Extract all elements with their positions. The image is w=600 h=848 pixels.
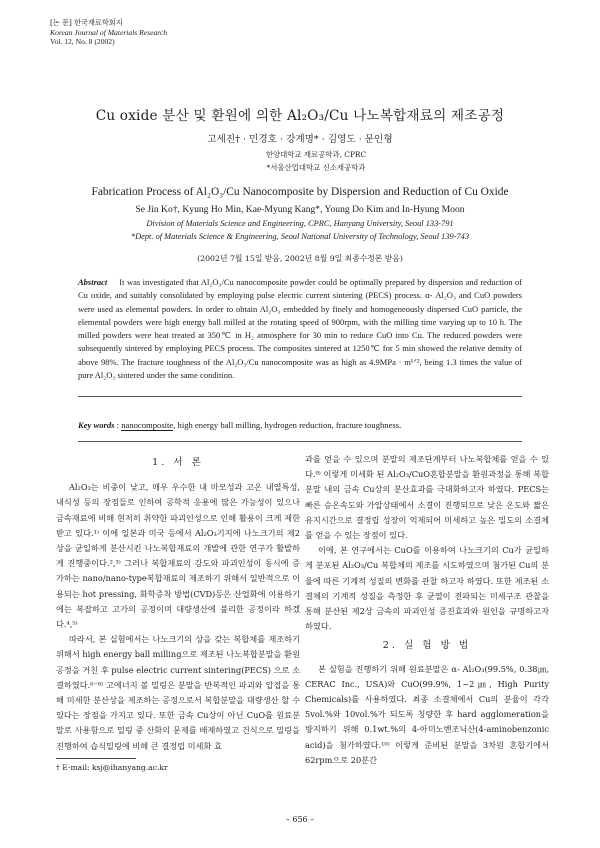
affiliation-ko-1: 한양대학교 재료공학과, CPRC [265,150,367,159]
body-paragraph: 본 실험을 진행하기 위해 원료분말은 α- Al₂O₃(99.5%, 0.38㎛, CERAC Inc., USA)와 CuO(99.9%, 1~2㎛, High Purity Chemicals)를 사용하였다. 최종 소결체에서 Cu의 분율이 각각 5vol.%와 10vol.%가 되도록 칭량한 후 hard agglomeration을 방지하기 위해 0.1wt.%의 4-아미노벤조닉산(4-aminobenzonic acid)을 첨가하였다.¹⁰⁾ 이렇게 준비된 분말을 3차원 혼합기에서 62rpm으로 20분간 [305,663,549,765]
abstract-label: Abstract [78,277,108,287]
journal-name-en: Korean Journal of Materials Research [50,27,168,37]
authors-en: Se Jin Ko†, Kyung Ho Min, Kae-Myung Kang*, Young Do Kim and In-Hyung Moon [135,204,465,215]
keywords [78,420,522,430]
paper-title-ko: Cu oxide 분산 및 환원에 의한 Al₂O₃/Cu 나노복합재료의 제조공정 [95,108,505,124]
affiliation-en-1: Division of Materials Science and Engineering, CPRC, Hanyang University, Seoul 133-791 [146,219,454,228]
footnote-rule [56,758,136,759]
body-paragraph: 이에, 본 연구에서는 CuO를 이용하여 나노크기의 Cu가 균일하게 분포된 Al₂O₃/Cu 복합체의 제조를 시도하였으며 첨가된 Cu의 분율에 따른 기계적 성질의 변화를 관찰 하고자 하였다. 또한 제조된 소결체의 기계적 성질을 측정한 후 균열이 전파되는 미세구조 관찰을 통해 분산된 제2상 금속의 파괴인성 증진효과와 원인을 규명하고자 하였다. [305,545,549,632]
affiliation-en-2: *Dept. of Materials Science & Engineering, Seoul National University of Technology, Seoul 139-743 [130,232,470,241]
right-column [305,452,549,768]
keywords-rest: , high energy ball milling, hydrogen reduction, fracture toughness. [173,420,402,430]
abstract [78,276,522,382]
body-paragraph: 과를 얻을 수 있으며 분말의 제조단계부터 나노복합체를 얻을 수 있다.⁹⁾ 이렇게 미세화 된 Al₂O₃/CuO혼합분말을 환원과정을 통해 복합분말 내의 금속 Cu상의 분산효과를 극대화하고자 하였다. PECS는 빠른 승온속도와 가압상태에서 소결이 진행되므로 낮은 온도와 짧은 유지시간으로 결정립 성장이 억제되어 미세하고 높은 밀도의 소결체를 얻을 수 있는 장점이 있다. [305,454,549,541]
divider [78,441,522,442]
footnote-email: † E-mail: ksj@ihanyang.ac.kr [56,763,168,772]
section-heading-methods: 2. 실 험 방 법 [382,640,472,652]
keywords-colon: : [114,420,122,430]
left-column [56,457,300,754]
authors-ko: 고세진† · 민경호 · 강계명* · 김영도 · 문인형 [207,134,393,145]
keywords-label: Key words [78,420,115,430]
body-paragraph: Al₂O₃는 비중이 낮고, 매우 우수한 내 마모성과 고온 내열특성, 내식성 등의 장점들로 인하여 공학적 응용에 많은 가능성이 있으나 금속재료에 비해 현저히 취약한 파괴인성으로 인해 활용이 크게 제한 받고 있다.¹⁾ 이에 일본과 미국 등에서 Al₂O₃기지에 나노크기의 제2상을 균일하게 분산시킨 나노복합재료의 개발에 관한 연구가 활발하게 진행중이다.²,³⁾ 그러나 복합재료의 강도와 파괴인성이 동시에 증가하는 nano/nano-type복합재료의 제조하기 위해서 일반적으로 이용되는 hot pressing, 화학증착 방법(CVD)등은 산업화에 이용하기에는 복잡하고 고가의 공정이며 대량생산에 불리한 공정이라 하겠다.⁴,⁵⁾ [56,482,300,630]
journal-volume: Vol. 12, No. 8 (2002) [50,37,115,46]
received-dates: (2002년 7월 15일 받음, 2002년 8월 9일 최종수정본 받음) [197,254,403,263]
affiliation-ko-2: *서울산업대학교 신소재공학과 [266,163,366,172]
divider [78,396,522,397]
body-paragraph: 따라서, 본 실험에서는 나노크기의 상을 갖는 복합체를 제조하기 위해서 high energy ball milling으로 제조된 나노복합분말을 환원공정을 거친 후 pulse electric current sintering(PECS) 으로 소결하였다.⁶⁻⁸⁾ 고에너지 볼 밀링은 분말을 반복적인 파괴와 압접을 통해 미세한 분산상을 제조하는 공정으로서 복합분말을 대량생산 할 수 있다는 장점을 가지고 있다. 또한 금속 Cu상이 아닌 CuO를 원료분말로 사용함으로 밀링 중 산화의 문제를 배제하였고 건식으로 밀링을 진행하여 습식밀링에 비해 큰 결정립 미세화 효 [56,634,300,751]
section-heading-introduction: 1. 서 론 [152,457,204,468]
abstract-text: It was investigated that Al₂O₃/Cu nanocomposite powder could be optimally prepared by dispersion and reduction of Cu oxide, and suitably consolidated by employing pulse electric current sintering (PECS) process. α- Al₂O₃ and CuO powders were used as elemental powders. In order to obtain Al₂O₃ embedded by finely and homogeneously dispersed CuO particle, the elemental powders were high energy ball milled at the rotating speed of 900rpm, with the milling time varying up to 10 h. The milled powders were heat treated at 350℃ in H₂ atmosphere for 30 min to reduce CuO into Cu. The reduced powders were subsequently sintered by employing PECS process. The composites sintered at 1250℃ for 5 min showed the relative density of above 98%. The fracture toughness of the Al₂O₃/Cu nanocomposite was as high as 4.9MPa · m¹ᐟ², being 1.3 times the value of pure Al₂O₃ sintered under the same condition. [78,277,522,381]
paper-title-en: Fabrication Process of Al₂O₃/Cu Nanocomposite by Dispersion and Reduction of Cu Oxide [91,186,509,198]
journal-header [50,18,167,47]
page-number: – 656 – [285,815,315,824]
keyword-nanocomposite: nanocomposite [121,420,174,430]
journal-label: [논 문] 한국재료학회지 [50,18,123,27]
